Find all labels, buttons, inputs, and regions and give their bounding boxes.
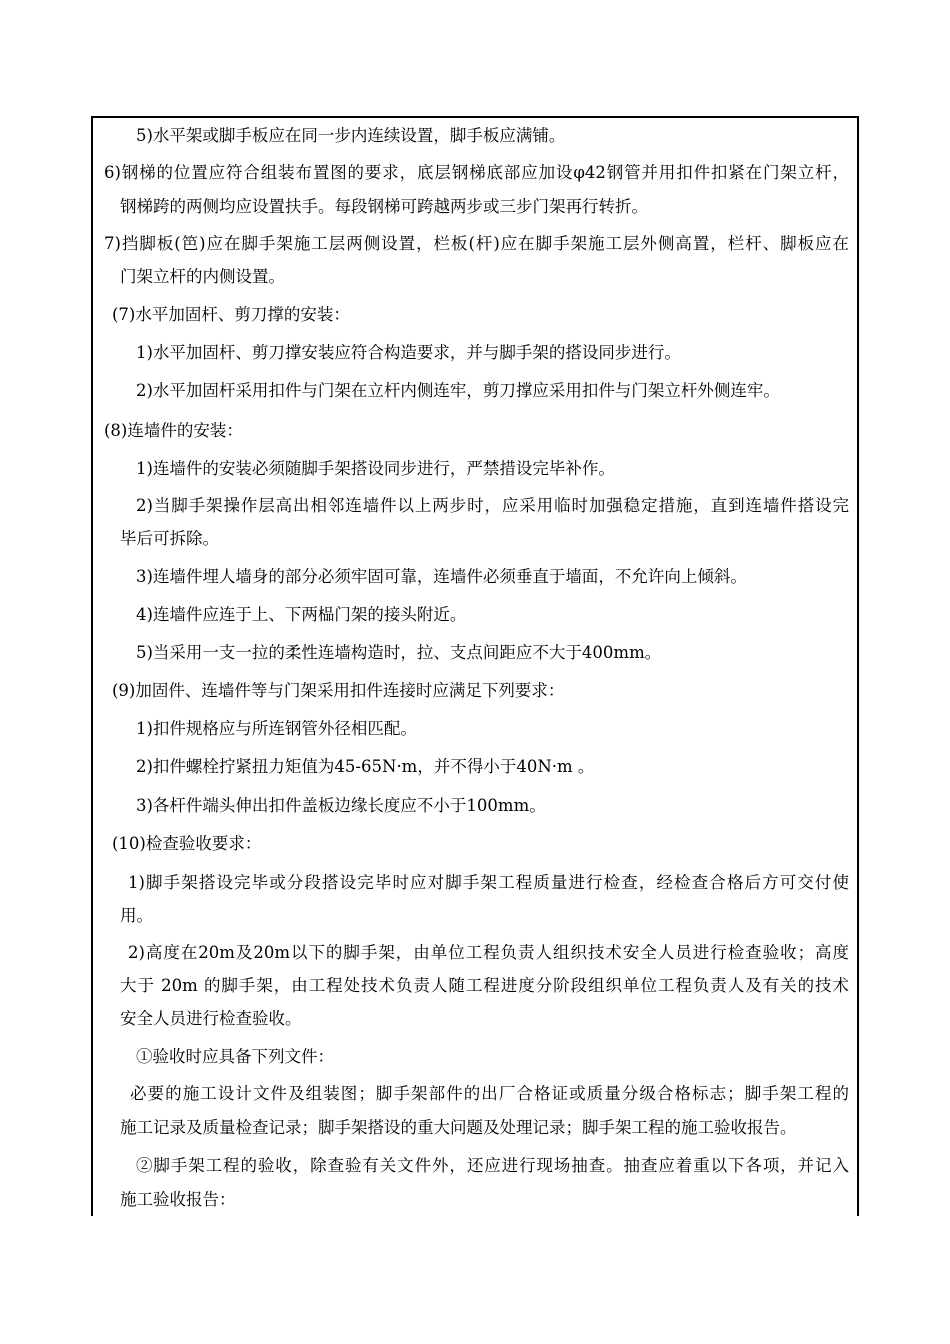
section-heading: (7)水平加固杆、剪刀撑的安装： [112,305,350,324]
section-heading: (10)检查验收要求： [112,834,262,853]
text-line: 施工记录及质量检查记录；脚手架搭设的重大问题及处理记录；脚手架工程的施工验收报告。 [120,1118,797,1137]
text-line: ①验收时应具备下列文件： [136,1047,334,1066]
section-heading: (8)连墙件的安装： [104,421,243,440]
text-line: 毕后可拆除。 [120,529,219,548]
text-line: 用。 [120,906,153,925]
text-line: 6)钢梯的位置应符合组装布置图的要求，底层钢梯底部应加设φ42钢管并用扣件扣紧在门架立杆， [104,163,849,182]
text-line: 7)挡脚板(笆)应在脚手架施工层两侧设置，栏板(杆)应在脚手架施工层外侧高置，栏杆、脚板应在 [104,234,849,253]
text-line: 4)连墙件应连于上、下两榀门架的接头附近。 [136,605,467,624]
text-line: 2)当脚手架操作层高出相邻连墙件以上两步时，应采用临时加强稳定措施，直到连墙件搭设完 [136,496,849,515]
text-line: 2)高度在20m及20m以下的脚手架，由单位工程负责人组织技术安全人员进行检查验收；高度 [128,943,849,962]
text-line: 5)水平架或脚手板应在同一步内连续设置，脚手板应满铺。 [136,126,566,145]
text-line: 大于 20m 的脚手架，由工程处技术负责人随工程进度分阶段组织单位工程负责人及有关的技术 [120,976,849,995]
text-line: 1)连墙件的安装必须随脚手架搭设同步进行，严禁措设完毕补作。 [136,459,615,478]
text-line: 3)连墙件埋人墙身的部分必须牢固可靠，连墙件必须垂直于墙面，不允许向上倾斜。 [136,567,747,586]
text-line: 2)水平加固杆采用扣件与门架在立杆内侧连牢，剪刀撑应采用扣件与门架立杆外侧连牢。 [136,381,780,400]
section-heading: (9)加固件、连墙件等与门架采用扣件连接时应满足下列要求： [112,681,565,700]
text-line: 3)各杆件端头伸出扣件盖板边缘长度应不小于100mm。 [136,796,546,815]
text-line: 安全人员进行检查验收。 [120,1009,302,1028]
text-line: 1)脚手架搭设完毕或分段搭设完毕时应对脚手架工程质量进行检查，经检查合格后方可交付使 [128,873,849,892]
text-line: 5)当采用一支一拉的柔性连墙构造时，拉、支点间距应不大于400mm。 [136,643,662,662]
text-line: 2)扣件螺栓拧紧扭力矩值为45-65N·m，并不得小于40N·m 。 [136,757,595,776]
text-line: 必要的施工设计文件及组装图；脚手架部件的出厂合格证或质量分级合格标志；脚手架工程的 [130,1084,849,1103]
text-line: 1)扣件规格应与所连钢管外径相匹配。 [136,719,417,738]
text-line: ②脚手架工程的验收，除查验有关文件外，还应进行现场抽查。抽查应着重以下各项，并记入 [136,1156,849,1175]
text-line: 1)水平加固杆、剪刀撑安装应符合构造要求，并与脚手架的搭设同步进行。 [136,343,681,362]
text-line: 门架立杆的内侧设置。 [120,267,285,286]
text-line: 钢梯跨的两侧均应设置扶手。每段钢梯可跨越两步或三步门架再行转折。 [120,197,648,216]
text-line: 施工验收报告： [120,1190,236,1209]
